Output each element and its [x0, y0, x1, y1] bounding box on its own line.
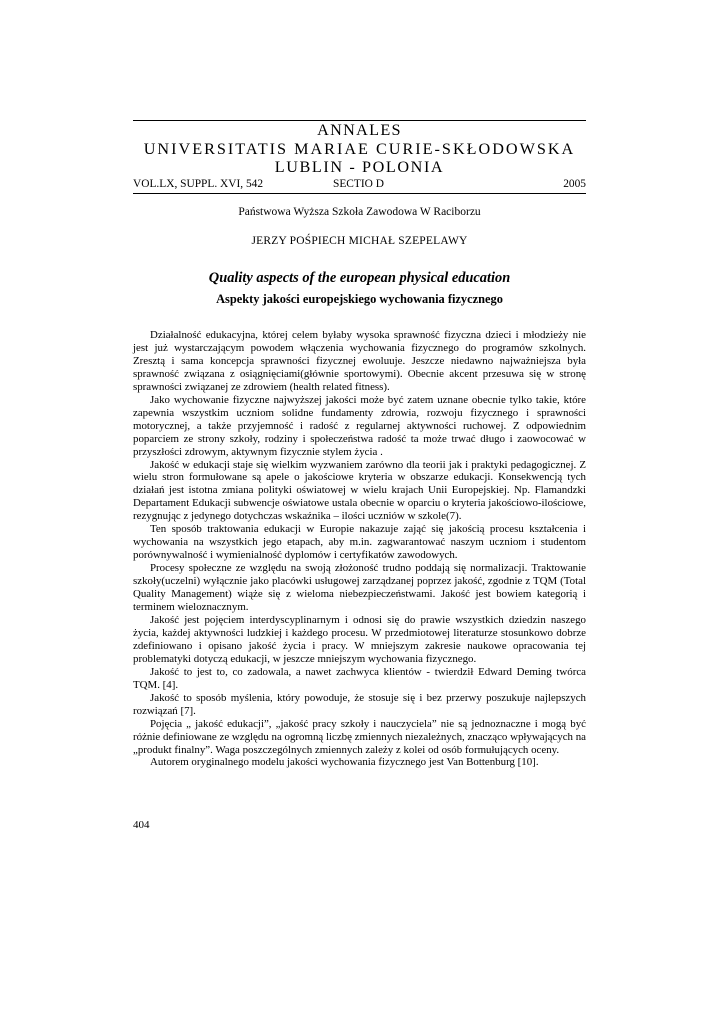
journal-title-line1: ANNALES: [317, 121, 402, 139]
journal-title-line2: UNIVERSITATIS MARIAE CURIE-SKŁODOWSKA: [143, 139, 576, 158]
paragraph: Jakość w edukacji staje się wielkim wyzwaniem zarówno dla teorii jak i praktyki pedagogicznej. Z wielu stron formułowane są apele o jakościowe kryteria w obszarze edukacji. Konsekwencją tych działań jest istotna zmiana polityki oświatowej w wielu krajach Unii Europejskiej. Np. Flamandzki Departament Edukacji subwencje oświatowe ustala obecnie w oparciu o kryteria jakościowo-ilościowe, rezygnując z jedynego dotychczas wskaźnika – ilości uczniów w szkole(7).: [133, 458, 586, 523]
volume-info: VOL.LX, SUPPL. XVI, 542: [133, 178, 264, 190]
journal-title-line3: LUBLIN - POLONIA: [274, 158, 445, 176]
paragraph: Działalność edukacyjna, której celem byłaby wysoka sprawność fizyczna dzieci i młodzieży nie jest już wystarczającym powodem włączenia wychowania fizycznego do programów szkolnych. Zresztą i sama koncepcja sprawności fizycznej ewoluuje. Jeszcze niedawno najważniejsza była sprawność związana z osiągnięciami(głównie sportowymi). Obecnie akcent przesuwa się w stronę sprawności związanej ze zdrowiem (health related fitness).: [133, 329, 586, 393]
paragraph: Jakość jest pojęciem interdyscyplinarnym i odnosi się do prawie wszystkich dziedzin naszego życia, każdej aktywności ludzkiej i każdego procesu. W przedmiotowej literaturze stosunkowo dobrze zdefiniowano i opisano jakość życia i pracy. W mniejszym zakresie naukowe opracowania tej problematyki dotyczą edukacji, w jeszcze mniejszym wychowania fizycznego.: [133, 613, 586, 665]
volume-row: [133, 177, 586, 192]
header-bottom-rule: [133, 193, 586, 194]
paragraph: Jakość to jest to, co zadowala, a nawet zachwyca klientów - twierdził Edward Deming twórca TQM. [4].: [133, 665, 586, 691]
paragraph: Procesy społeczne ze względu na swoją złożoność trudno poddają się normalizacji. Traktowanie szkoły(uczelni) wyłącznie jako placówki usługowej zarządzanej poprzez jakość, zgodnie z TQM (Total Quality Management) wiąże się z wieloma niebezpieczeństwami. Jakość jest bowiem kategorią i terminem wieloznacznym.: [133, 562, 586, 614]
institution: Państwowa Wyższa Szkoła Zawodowa W Raciborzu: [238, 206, 481, 218]
article-title-polish: Aspekty jakości europejskiego wychowania fizycznego: [216, 292, 503, 306]
paragraph: Jakość to sposób myślenia, który powoduje, że stosuje się i bez przerwy poszukuje najlepszych rozwiązań [7].: [133, 691, 586, 717]
paragraph: Pojęcia „ jakość edukacji”, „jakość pracy szkoły i nauczyciela” nie są jednoznaczne i mogą być różnie definiowane ze względu na ogromną liczbę zmiennych niezależnych, znacząco wpływających na „produkt finalny”. Waga poszczególnych zmiennych zależy z kolei od osób formułujących oceny.: [133, 717, 586, 756]
paragraph: Autorem oryginalnego modelu jakości wychowania fizycznego jest Van Bottenburg [10].: [150, 756, 539, 769]
paragraph: Jako wychowanie fizyczne najwyższej jakości może być zatem uznane obecnie tylko takie, które zapewnia wszystkim uczniom solidne fundamenty zdrowia, rozwoju fizycznego i sprawności motorycznej, a także przyjemność i radość z regularnej aktywności ruchowej. Z odpowiednim poparciem ze strony szkoły, rodziny i społeczeństwa radość ta może trwać długo i zaowocować w przyszłości zdrowym, aktywnym fizycznie stylem życia .: [133, 393, 586, 458]
article-title-english: Quality aspects of the european physical education: [208, 270, 511, 286]
sectio-info: SECTIO D: [333, 178, 384, 190]
authors: JERZY POŚPIECH MICHAŁ SZEPELAWY: [251, 235, 468, 247]
year-info: 2005: [563, 178, 586, 190]
page-number: 404: [133, 819, 150, 831]
article-body: [133, 329, 586, 769]
paragraph: Ten sposób traktowania edukacji w Europie nakazuje zająć się jakością procesu kształcenia i wychowania na wszystkich jego etapach, aby m.in. zagwarantować naszym uczniom i studentom porównywalność i wymienialność dyplomów i certyfikatów zawodowych.: [133, 523, 586, 562]
